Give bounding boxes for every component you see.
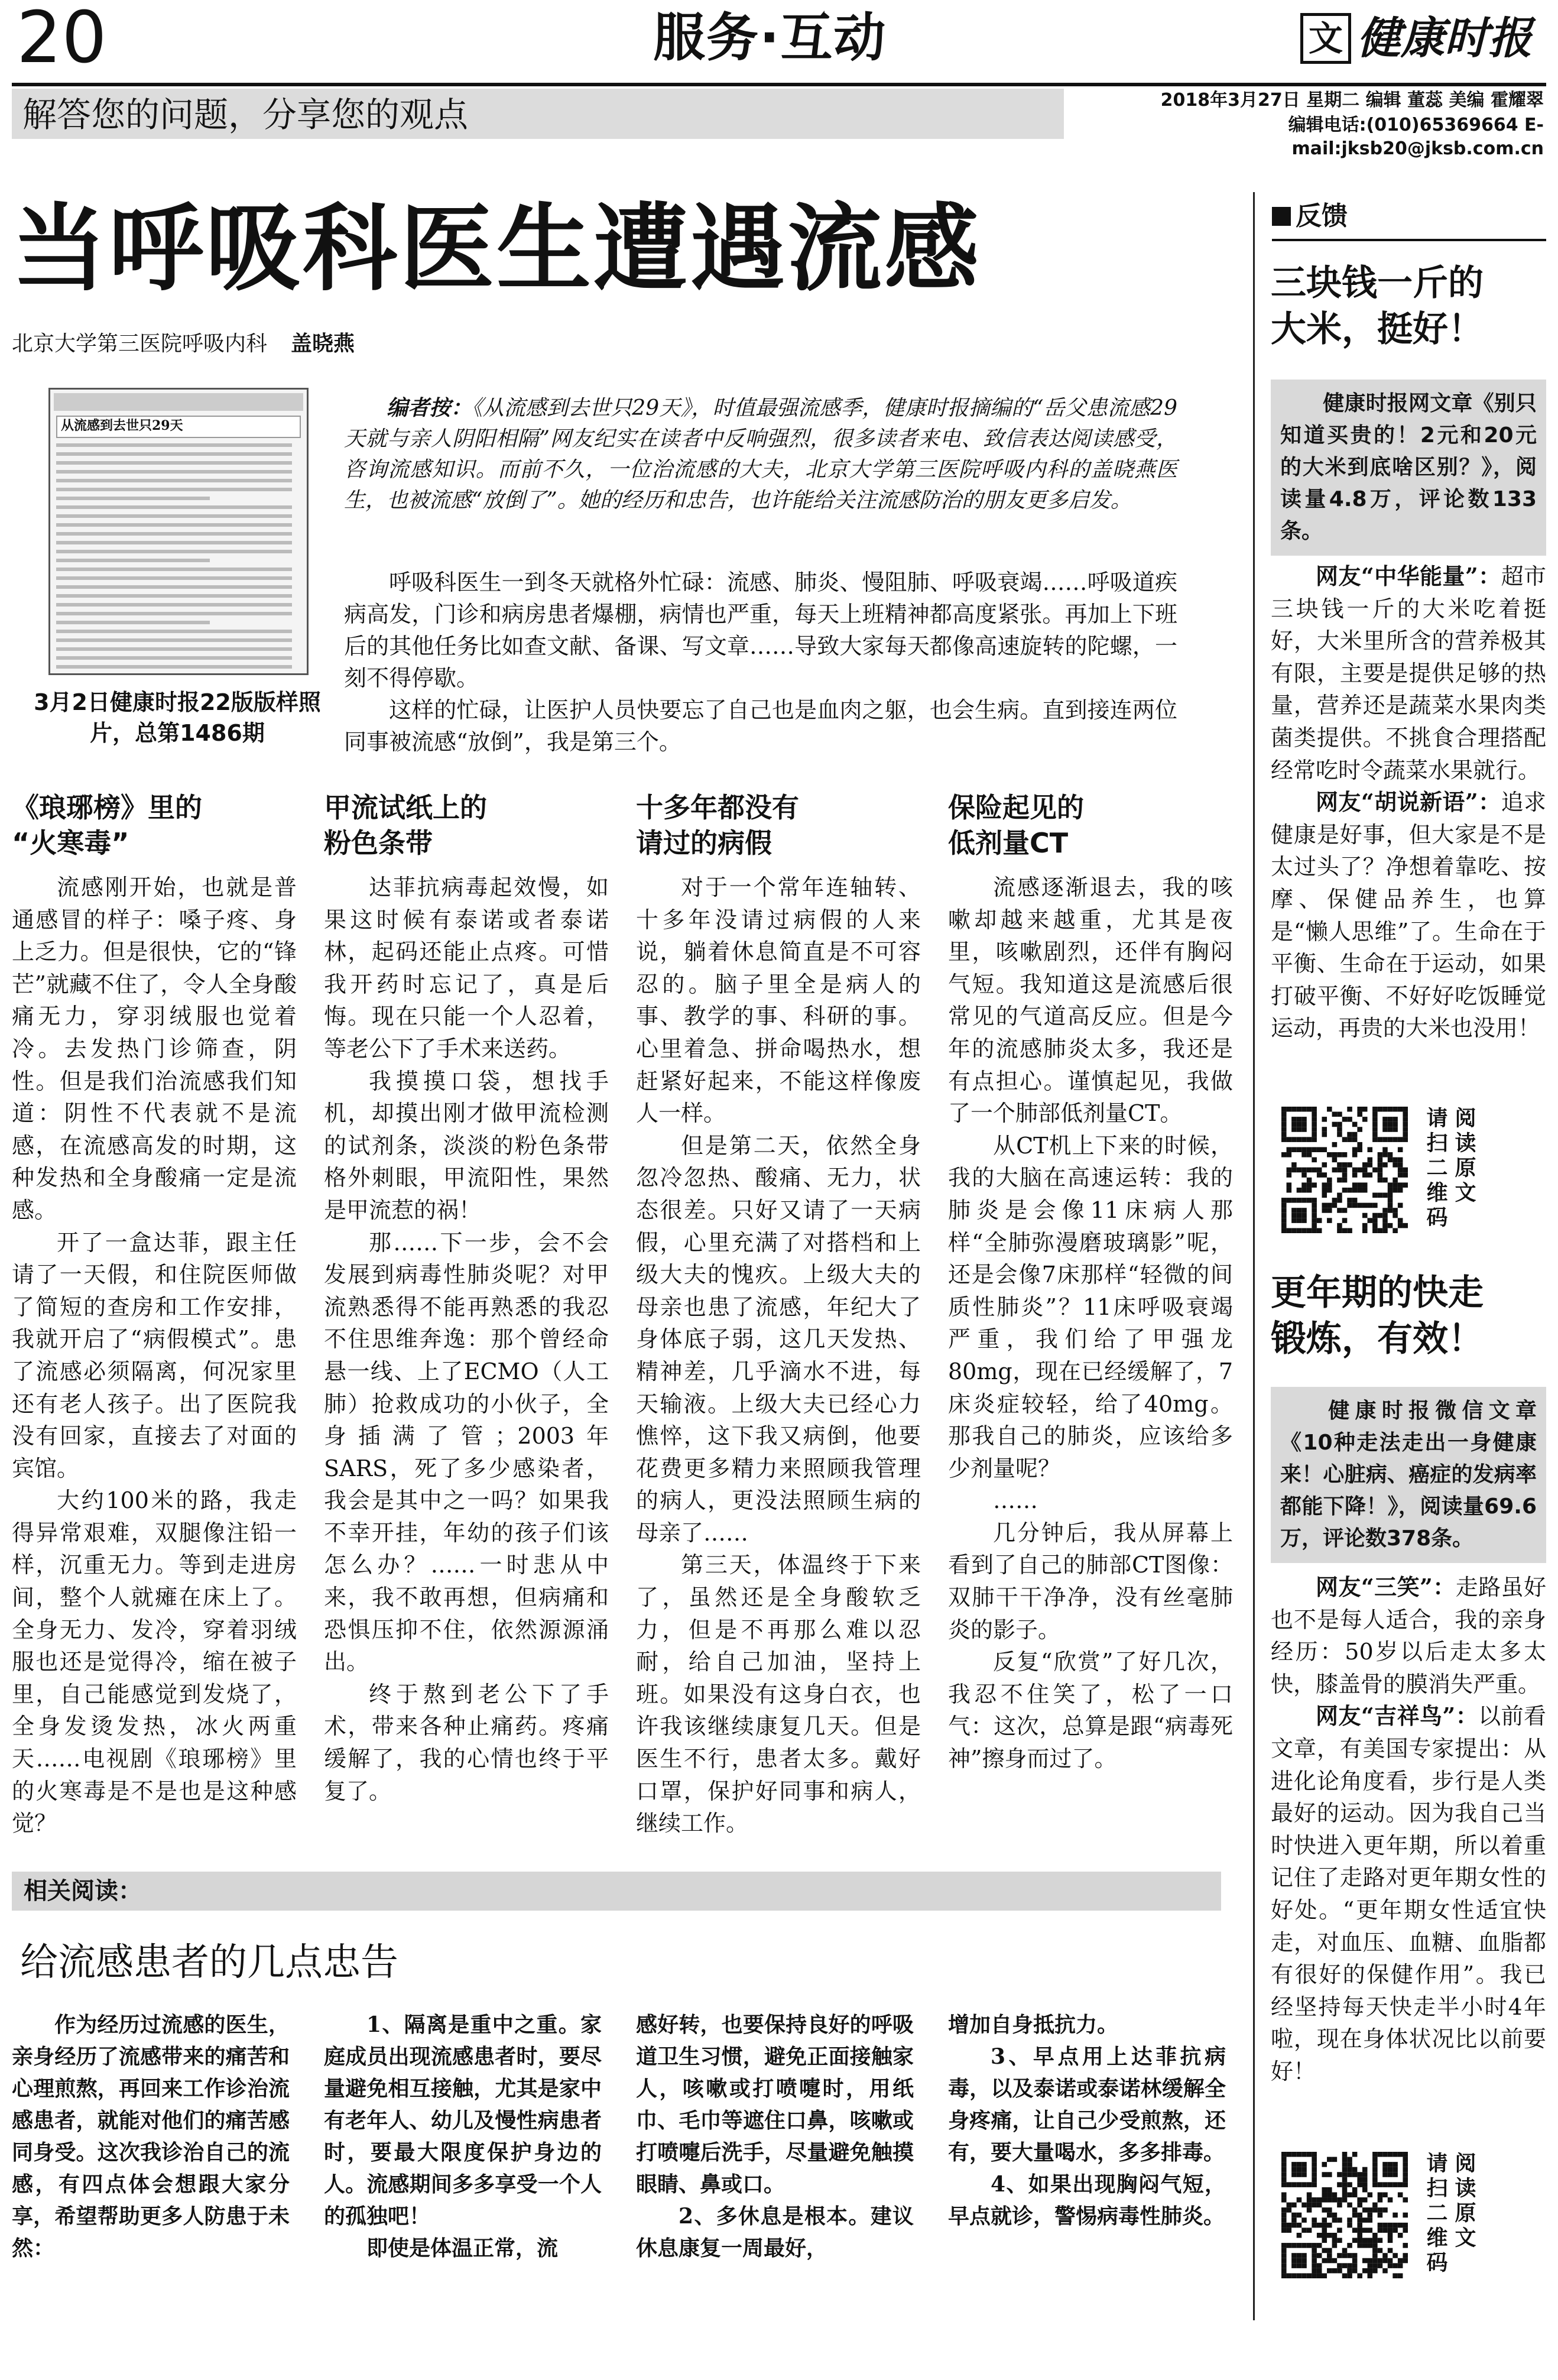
issue-info: 2018年3月27日 星期二 编辑 董蕊 美编 霍耀翠	[1160, 90, 1544, 111]
column-paragraph: 终于熬到老公下了手术，带来各种止痛药。疼痛缓解了，我的心情也终于平复了。	[324, 1681, 609, 1804]
thumbnail-line	[56, 505, 292, 509]
thumbnail-line	[56, 532, 292, 536]
article-intro	[344, 566, 1177, 758]
qr-code-icon[interactable]	[1281, 2152, 1408, 2278]
thumbnail-line	[56, 488, 292, 491]
thumbnail-line	[56, 452, 292, 456]
column-paragraph: 几分钟后，我从屏幕上看到了自己的肺部CT图像：双肺干干净净，没有丝毫肺炎的影子。	[948, 1519, 1233, 1643]
thumbnail-line	[56, 630, 292, 633]
related-paragraph: 增加自身抵抗力。	[948, 2012, 1119, 2037]
thumbnail-line	[56, 656, 292, 660]
slogan: 解答您的问题，分享您的观点	[22, 95, 469, 135]
thumbnail-line	[56, 603, 292, 607]
square-bullet-icon	[1272, 207, 1291, 226]
editor-note	[344, 393, 1177, 516]
thumbnail-line	[56, 621, 210, 624]
column-paragraph: 反复“欣赏”了好几次，我忍不住笑了，松了一口气：这次，总算是跟“病毒死神”擦身而过了。	[948, 1649, 1233, 1772]
headline: 当呼吸科医生遭遇流感	[12, 193, 982, 304]
feedback1-title: 三块钱一斤的 大米，挺好！	[1271, 262, 1484, 350]
thumbnail-line	[56, 470, 292, 474]
column-heading: 《琅琊榜》里的 “火寒毒”	[12, 792, 202, 859]
feedback-section-header: 反馈	[1272, 200, 1348, 233]
qr-caption: 请扫二维码 阅读原文	[1423, 2152, 1476, 2276]
byline-org: 北京大学第三医院呼吸内科	[12, 332, 268, 356]
intro-paragraph: 这样的忙碌，让医护人员快要忘了自己也是血肉之躯，也会生病。直到接连两位同事被流感“放倒”，我是第三个。	[344, 697, 1177, 755]
thumbnail-line	[56, 550, 292, 553]
thumbnail-caption: 3月2日健康时报22版版样照片，总第1486期	[34, 689, 321, 746]
thumbnail-title: 从流感到去世只29天	[56, 416, 301, 438]
article-column-3	[636, 790, 921, 1840]
comment: 网友“吉祥鸟”：以前看文章，有美国专家提出：从进化论角度看，步行是人类最好的运动。因为我自己当时快进入更年期，所以着重记住了走路对更年期女性的好处。“更年期女性适宜快走，对血压、血糖、血脂都有很好的保健作用”。我已经坚持每天快走半小时4年啦，现在身体状况比以前要好！	[1271, 1703, 1546, 2084]
feedback1-qr[interactable]	[1281, 1107, 1475, 1233]
column-paragraph: 开了一盒达菲，跟主任请了一天假，和住院医师做了简短的查房和工作安排，我就开启了“病假模式”。患了流感必须隔离，何况家里还有老人孩子。出了医院我没有回家，直接去了对面的宾馆。	[12, 1229, 297, 1481]
related-paragraph: 作为经历过流感的医生，亲身经历了流感带来的痛苦和心理煎熬，再回来工作诊治流感患者，就能对他们的痛苦感同身受。这次我诊治自己的流感，有四点体会想跟大家分享，希望帮助更多人防患于未然：	[12, 2012, 290, 2261]
column-heading: 甲流试纸上的 粉色条带	[324, 792, 487, 859]
comment: 网友“胡说新语”：追求健康是好事，但大家是不是太过头了？净想着靠吃、按摩、保健品养生，也算是“懒人思维”了。生命在于平衡、生命在于运动，如果打破平衡、不好好吃饭睡觉运动，再贵的大米也没用！	[1271, 789, 1546, 1042]
intro-paragraph: 呼吸科医生一到冬天就格外忙碌：流感、肺炎、慢阻肺、呼吸衰竭……呼吸道疾病高发，门诊和病房患者爆棚，病情也严重，每天上班精神都高度紧张。再加上下班后的其他任务比如查文献、备课、写文章……导致大家每天都像高速旋转的陀螺，一刻不得停歇。	[344, 569, 1177, 691]
column-paragraph: 大约100米的路，我走得异常艰难，双腿像注铅一样，沉重无力。等到走进房间，整个人就瘫在床上了。全身无力、发冷，穿着羽绒服也还是觉得冷，缩在被子里，自己能感觉到发烧了，全身发烫发热，冰火两重天……电视剧《琅琊榜》里的火寒毒是不是也是这种感觉？	[12, 1487, 297, 1837]
byline-author: 盖晓燕	[291, 332, 355, 356]
thumbnail-line	[56, 443, 292, 447]
page-number: 20	[17, 0, 107, 79]
feedback2-qr[interactable]	[1281, 2152, 1475, 2278]
thumbnail-line	[56, 638, 292, 642]
feedback-header-rule	[1272, 239, 1546, 241]
masthead	[1300, 12, 1532, 65]
related-reading-bar	[12, 1872, 1221, 1911]
qr-caption: 请扫二维码 阅读原文	[1423, 1107, 1476, 1231]
thumbnail-text-lines	[50, 443, 307, 669]
thumbnail-line	[56, 647, 292, 651]
related-paragraph: 1、隔离是重中之重。家庭成员出现流感患者时，要尽量避免相互接触，尤其是家中有老年人、幼儿及慢性病患者时，要最大限度保护身边的人。流感期间多多享受一个人的孤独吧！	[324, 2012, 602, 2229]
column-paragraph: ……	[993, 1487, 1038, 1514]
comment: 网友“三笑”：走路虽好也不是每人适合，我的亲身经历：50岁以后走太多太快，膝盖骨的膜消失严重。	[1271, 1574, 1546, 1697]
thumbnail-line	[56, 479, 292, 482]
thumbnail-line	[56, 541, 292, 544]
thumbnail-line	[56, 665, 292, 669]
article-column-4	[948, 790, 1233, 1775]
column-paragraph: 从CT机上下来的时候，我的大脑在高速运转：我的肺炎是会像11床病人那样“全肺弥漫磨玻璃影”呢，还是会像7床那样“轻微的间质性肺炎”？11床呼吸衰竭严重，我们给了甲强龙80mg，现在已经缓解了，7床炎症较轻，给了40mg。那我自己的肺炎，应该给多少剂量呢？	[948, 1132, 1233, 1481]
page-thumbnail	[48, 388, 309, 675]
column-paragraph: 那……下一步，会不会发展到病毒性肺炎呢？对甲流熟悉得不能再熟悉的我忍不住思维奔逸：那个曾经命悬一线、上了ECMO（人工肺）抢救成功的小伙子，全身插满了管；2003年SARS，死了多少感染者，我会是其中之一吗？如果我不幸开挂，年幼的孩子们该怎么办？……一时悲从中来，我不敢再想，但病痛和恐惧压抑不住，依然源源涌出。	[324, 1229, 609, 1675]
contact-info: 编辑电话:(010)65369664 E-mail:jksb20@jksb.com.cn	[1288, 115, 1544, 159]
thumbnail-line	[56, 568, 292, 571]
feedback1-source-box: 健康时报网文章《别只知道买贵的！2元和20元的大米到底啥区别？》，阅读量4.8万，评论数133条。	[1271, 380, 1546, 556]
column-heading: 保险起见的 低剂量CT	[948, 792, 1084, 859]
column-paragraph: 对于一个常年连轴转、十多年没请过病假的人来说，躺着休息简直是不可容忍的。脑子里全是病人的事、教学的事、科研的事。心里着急、拼命喝热水，想赶紧好起来，不能这样像废人一样。	[636, 874, 921, 1127]
sidebar-divider	[1253, 192, 1255, 2320]
thumbnail-line	[56, 612, 292, 615]
masthead-name: 健康时报	[1357, 13, 1532, 64]
related-paragraph: 2、多休息是根本。建议休息康复一周最好，	[636, 2204, 914, 2261]
related-column-1	[12, 2009, 290, 2264]
editor-note-lead: 编者按：	[387, 395, 472, 420]
comment: 网友“中华能量”：超市三块钱一斤的大米吃着挺好，大米里所含的营养极其有限，主要是提供足够的热量，营养还是蔬菜水果肉类菌类提供。不挑食合理搭配经常吃时令蔬菜水果就行。	[1271, 563, 1546, 783]
column-paragraph: 流感逐渐退去，我的咳嗽却越来越重，尤其是夜里，咳嗽剧烈，还伴有胸闷气短。我知道这是流感后很常见的气道高反应。但是今年的流感肺炎太多，我还是有点担心。谨慎起见，我做了一个肺部低剂量CT。	[948, 874, 1233, 1127]
column-paragraph: 流感刚开始，也就是普通感冒的样子：嗓子疼、身上乏力。但是很快，它的“锋芒”就藏不住了，令人全身酸痛无力，穿羽绒服也觉着冷。去发热门诊筛查，阴性。但是我们治流感我们知道：阴性不代表就不是流感，在流感高发的时期，这种发热和全身酸痛一定是流感。	[12, 874, 297, 1223]
feedback2-comments	[1271, 1571, 1546, 2088]
thumbnail-line	[56, 594, 292, 598]
column-paragraph: 但是第二天，依然全身忽冷忽热、酸痛、无力，状态很差。只好又请了一天病假，心里充满了对搭档和上级大夫的愧疚。上级大夫的母亲也患了流感，年纪大了身体底子弱，这几天发热、精神差，几乎滴水不进，每天输液。上级大夫已经心力憔悴，这下我又病倒，他要花费更多精力来照顾我管理的病人，更没法照顾生病的母亲了……	[636, 1132, 921, 1546]
column-heading: 十多年都没有 请过的病假	[636, 792, 799, 859]
article-column-1	[12, 790, 297, 1840]
related-reading-label: 相关阅读：	[24, 1878, 142, 1905]
article-column-2	[324, 790, 609, 1807]
column-paragraph: 第三天，体温终于下来了，虽然还是全身酸软乏力，但是不再那么难以忍耐，给自己加油，坚持上班。如果没有这身白衣，也许我该继续康复几天。但是医生不行，患者太多。戴好口罩，保护好同事和病人，继续工作。	[636, 1552, 921, 1837]
feedback1-comments	[1271, 560, 1546, 1045]
thumbnail-masthead	[54, 393, 303, 411]
masthead-logo: 文	[1300, 13, 1351, 64]
feedback2-source-box: 健康时报微信文章《10种走法走出一身健康来！心脏病、癌症的发病率都能下降！》，阅读量69.6万，评论数378条。	[1271, 1387, 1546, 1563]
related-reading-title: 给流感患者的几点忠告	[20, 1941, 398, 1985]
related-paragraph: 3、早点用上达菲抗病毒，以及泰诺或泰诺林缓解全身疼痛，让自己少受煎熬，还有，要大量喝水，多多排毒。	[948, 2044, 1226, 2165]
feedback2-title: 更年期的快走 锻炼，有效！	[1271, 1272, 1484, 1360]
thumbnail-line	[56, 497, 210, 500]
column-paragraph: 达菲抗病毒起效慢，如果这时候有泰诺或者泰诺林，起码还能止点疼。可惜我开药时忘记了，真是后悔。现在只能一个人忍着，等老公下了手术来送药。	[324, 874, 609, 1062]
related-paragraph: 即使是体温正常，流	[366, 2236, 559, 2261]
editor-note-text: 《从流感到去世只29天》，时值最强流感季，健康时报摘编的“岳父患流感29天就与亲人阴阳相隔”网友纪实在读者中反响强烈，很多读者来电、致信表达阅读感受，咨询流感知识。而前不久，一位治流感的大夫，北京大学第三医院呼吸内科的盖晓燕医生，也被流感“放倒了”。她的经历和忠告，也许能给关注流感防治的朋友更多启发。	[344, 396, 1177, 513]
thumbnail-line	[56, 461, 292, 465]
related-column-2	[324, 2009, 602, 2264]
thumbnail-line	[56, 559, 210, 562]
column-paragraph: 我摸摸口袋，想找手机，却摸出刚才做甲流检测的试剂条，淡淡的粉色条带格外刺眼，甲流阳性，果然是甲流惹的祸！	[324, 1068, 609, 1223]
qr-code-icon[interactable]	[1281, 1107, 1408, 1233]
related-paragraph: 感好转，也要保持良好的呼吸道卫生习惯，避免正面接触家人，咳嗽或打喷嚏时，用纸巾、毛巾等遮住口鼻，咳嗽或打喷嚏后洗手，尽量避免触摸眼睛、鼻或口。	[636, 2012, 914, 2197]
thumbnail-line	[56, 523, 292, 527]
byline	[12, 330, 355, 358]
related-paragraph: 4、如果出现胸闷气短，早点就诊，警惕病毒性肺炎。	[948, 2172, 1226, 2229]
related-column-4	[948, 2009, 1226, 2232]
thumbnail-line	[56, 576, 292, 580]
header-rule	[12, 83, 1546, 86]
section-title: 服务·互动	[653, 7, 887, 68]
thumbnail-line	[56, 514, 292, 518]
thumbnail-line	[56, 585, 292, 589]
related-column-3	[636, 2009, 914, 2264]
